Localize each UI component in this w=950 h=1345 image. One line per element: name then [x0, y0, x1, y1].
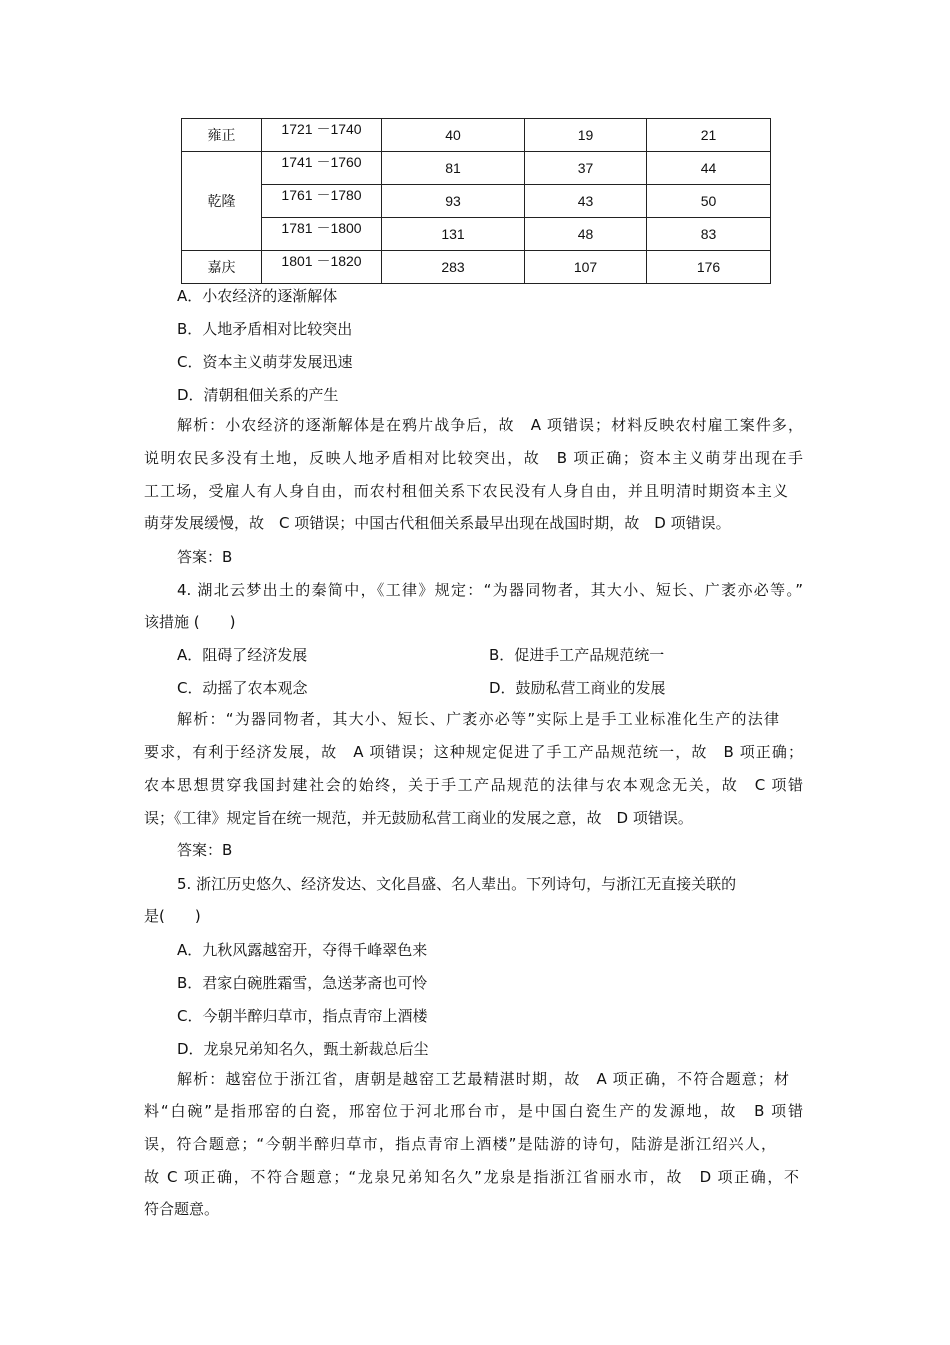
value-cell: 131: [382, 218, 525, 251]
table-row: [182, 152, 771, 185]
era-cell: 嘉庆: [182, 251, 262, 284]
q4-analysis-line: 农本思想贯穿我国封建社会的始终，关于手工产品规范的法律与农本观念无关，故 C 项错: [144, 776, 803, 794]
q5-analysis-line: 符合题意。: [144, 1200, 220, 1218]
q5-stem: 5. 浙江历史悠久、经济发达、文化昌盛、名人辈出。下列诗句，与浙江无直接关联的: [177, 875, 737, 893]
q5-option-a: A．九秋风露越窑开，夺得千峰翠色来: [177, 941, 428, 959]
value-cell: 83: [647, 218, 771, 251]
q4-analysis-line: 解析：“为器同物者，其大小、短长、广袤亦必等”实际上是手工业标准化生产的法律: [177, 710, 779, 728]
q5-analysis-line: 料“白碗”是指邢窑的白瓷，邢窑位于河北邢台市，是中国白瓷生产的发源地，故 B 项错: [144, 1102, 803, 1120]
value-cell: 44: [647, 152, 771, 185]
period-cell: 1781 －1800: [262, 218, 382, 251]
q3-option-a: A．小农经济的逐渐解体: [177, 287, 338, 305]
q5-option-c: C．今朝半醉归草市，指点青帘上酒楼: [177, 1007, 428, 1025]
period-cell: 1801 －1820: [262, 251, 382, 284]
q3-option-b: B．人地矛盾相对比较突出: [177, 320, 353, 338]
q4-option-d: D．鼓励私营工商业的发展: [489, 679, 666, 697]
q3-analysis-line: 解析：小农经济的逐渐解体是在鸦片战争后，故 A 项错误；材料反映农村雇工案件多，: [177, 416, 803, 434]
q4-analysis-line: 要求，有利于经济发展，故 A 项错误；这种规定促进了手工产品规范统一，故 B 项正确；: [144, 743, 803, 761]
q5-option-b: B．君家白碗胜霜雪，急送茅斋也可怜: [177, 974, 428, 992]
q4-analysis-line: 误；《工律》规定旨在统一规范，并无鼓励私营工商业的发展之意，故 D 项错误。: [144, 809, 693, 827]
table-row: [182, 185, 771, 218]
q4-option-c: C．动摇了农本观念: [177, 679, 308, 697]
q4-stem: 4. 湖北云梦出土的秦简中，《工律》规定：“为器同物者，其大小、短长、广袤亦必等。”: [177, 581, 803, 599]
value-cell: 283: [382, 251, 525, 284]
q3-option-c: C．资本主义萌芽发展迅速: [177, 353, 353, 371]
period-cell: 1761 －1780: [262, 185, 382, 218]
value-cell: 21: [647, 119, 771, 152]
q5-stem-end: 是( ): [144, 907, 201, 925]
value-cell: 43: [525, 185, 647, 218]
q3-option-d: D．清朝租佃关系的产生: [177, 386, 339, 404]
q4-stem-end: 该措施 ( ): [144, 613, 236, 631]
table-row: [182, 251, 771, 284]
value-cell: 93: [382, 185, 525, 218]
q5-analysis-line: 故 C 项正确，不符合题意；“龙泉兄弟知名久”龙泉是指浙江省丽水市，故 D 项正确，不: [144, 1168, 799, 1186]
period-cell: 1721 －1740: [262, 119, 382, 152]
era-cell: 乾隆: [182, 152, 262, 251]
employment-case-table: [181, 118, 771, 284]
q5-analysis-line: 解析：越窑位于浙江省，唐朝是越窑工艺最精湛时期，故 A 项正确，不符合题意；材: [177, 1070, 789, 1088]
value-cell: 40: [382, 119, 525, 152]
value-cell: 19: [525, 119, 647, 152]
q5-analysis-line: 误，符合题意；“今朝半醉归草市，指点青帘上酒楼”是陆游的诗句，陆游是浙江绍兴人，: [144, 1135, 776, 1153]
period-cell: 1741 －1760: [262, 152, 382, 185]
value-cell: 81: [382, 152, 525, 185]
q3-analysis-line: 说明农民多没有土地，反映人地矛盾相对比较突出，故 B 项正确；资本主义萌芽出现在手: [144, 449, 803, 467]
value-cell: 176: [647, 251, 771, 284]
q5-option-d: D．龙泉兄弟知名久，甄土新裁总后尘: [177, 1040, 429, 1058]
q3-analysis-line: 萌芽发展缓慢，故 C 项错误；中国古代租佃关系最早出现在战国时期，故 D 项错误。: [144, 514, 731, 532]
value-cell: 48: [525, 218, 647, 251]
value-cell: 37: [525, 152, 647, 185]
table-row: [182, 119, 771, 152]
table-row: [182, 218, 771, 251]
value-cell: 107: [525, 251, 647, 284]
q3-answer: 答案：B: [177, 548, 233, 566]
q4-option-b: B．促进手工产品规范统一: [489, 646, 665, 664]
q4-option-a: A．阻碍了经济发展: [177, 646, 308, 664]
era-cell: 雍正: [182, 119, 262, 152]
value-cell: 50: [647, 185, 771, 218]
q4-answer: 答案：B: [177, 841, 233, 859]
q3-analysis-line: 工工场，受雇人有人身自由，而农村租佃关系下农民没有人身自由，并且明清时期资本主义: [144, 482, 788, 500]
